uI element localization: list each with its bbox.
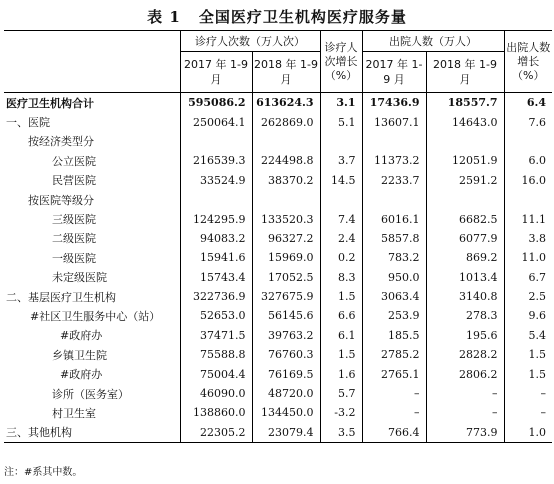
inpatients-growth-cell: 6.0 (504, 151, 552, 170)
visits-2017-cell: 52653.0 (180, 306, 252, 325)
row-label: 三、其他机构 (4, 423, 180, 443)
inpatients-2018-cell: 12051.9 (426, 151, 504, 170)
row-label: 医疗卫生机构合计 (6, 96, 94, 110)
inpatients-growth-cell: – (504, 403, 552, 422)
inpatients-2018-cell (426, 132, 504, 151)
visits-2018-cell: 327675.9 (252, 287, 320, 306)
table-row (4, 171, 552, 190)
inpatients-group-header: 出院人数（万人） (362, 31, 504, 52)
inpatients-2017-cell: 783.2 (362, 248, 426, 267)
inpatients-2017-cell: 766.4 (362, 423, 426, 443)
inpatients-2017-cell (362, 190, 426, 209)
row-label: 乡镇卫生院 (52, 348, 107, 362)
table-title-text: 全国医疗卫生机构医疗服务量 (198, 8, 407, 26)
visits-growth-cell: 8.3 (320, 268, 362, 287)
row-label: 二级医院 (52, 232, 96, 246)
inpatients-2018-cell: – (426, 403, 504, 422)
visits-growth-cell: 3.1 (320, 93, 362, 113)
visits-2017-cell: 94083.2 (180, 229, 252, 248)
row-label: 一级医院 (52, 251, 96, 265)
visits-group-header: 诊疗人次数（万人次） (180, 31, 320, 52)
visits-2017-cell: 37471.5 (180, 326, 252, 345)
row-label: 三级医院 (52, 213, 96, 227)
visits-2018-cell (252, 190, 320, 209)
row-label: 一、医院 (6, 116, 50, 130)
visits-2017-cell: 33524.9 (180, 171, 252, 190)
row-label: 按经济类型分 (28, 135, 94, 149)
inpatients-2017-cell: 5857.8 (362, 229, 426, 248)
visits-growth-cell: 3.7 (320, 151, 362, 170)
row-header-cell (4, 31, 180, 93)
row-label: #社区卫生服务中心（站） (30, 309, 161, 323)
inpatients-growth-cell: 11.1 (504, 209, 552, 228)
inpatients-2017-cell: 185.5 (362, 326, 426, 345)
visits-2018-cell: 23079.4 (252, 423, 320, 443)
visits-2018-cell: 76760.3 (252, 345, 320, 364)
table-row (4, 112, 552, 131)
visits-growth-cell: 3.5 (320, 423, 362, 443)
inpatients-2017-cell: 253.9 (362, 306, 426, 325)
visits-growth-cell: 1.6 (320, 364, 362, 383)
row-label: 公立医院 (52, 154, 96, 168)
visits-2017-cell: 46090.0 (180, 384, 252, 403)
visits-2017-cell: 216539.3 (180, 151, 252, 170)
visits-growth-cell: 1.5 (320, 287, 362, 306)
inpatients-growth-cell: – (504, 384, 552, 403)
inpatients-2017-cell: – (362, 403, 426, 422)
inpatients-growth-cell: 1.5 (504, 345, 552, 364)
inpatients-growth-cell: 3.8 (504, 229, 552, 248)
table-row (4, 132, 552, 151)
inpatients-2018-cell: 6682.5 (426, 209, 504, 228)
table-row (4, 209, 552, 228)
row-label: #政府办 (60, 329, 103, 343)
inpatients-2018-cell (426, 190, 504, 209)
visits-growth-cell: 14.5 (320, 171, 362, 190)
inpatients-2018-cell: 18557.7 (426, 93, 504, 113)
inpatients-2017-cell: – (362, 384, 426, 403)
table-row (4, 306, 552, 325)
visits-2018-cell: 76169.5 (252, 364, 320, 383)
table-row (4, 151, 552, 170)
inpatients-growth-cell: 7.6 (504, 112, 552, 131)
inpatients-2017-cell: 3063.4 (362, 287, 426, 306)
inpatients-2017-cell: 6016.1 (362, 209, 426, 228)
visits-2017-cell: 22305.2 (180, 423, 252, 443)
inpatients-2017-cell: 2765.1 (362, 364, 426, 383)
medical-service-table (4, 30, 552, 443)
table-row (4, 248, 552, 267)
table-title (0, 6, 554, 27)
visits-2017-cell (180, 132, 252, 151)
inpatients-growth-cell: 9.6 (504, 306, 552, 325)
row-label: 二、基层医疗卫生机构 (6, 290, 116, 304)
table-row (4, 384, 552, 403)
row-label: 诊所（医务室） (52, 387, 129, 401)
visits-2017-cell: 75004.4 (180, 364, 252, 383)
inpatients-2017-cell: 950.0 (362, 268, 426, 287)
visits-2018-cell: 48720.0 (252, 384, 320, 403)
visits-growth-cell: 6.1 (320, 326, 362, 345)
row-label: 按医院等级分 (28, 193, 94, 207)
visits-2017-cell (180, 190, 252, 209)
visits-growth-cell: -3.2 (320, 403, 362, 422)
inpatients-2018-cell: 278.3 (426, 306, 504, 325)
inpatients-2018-cell: 6077.9 (426, 229, 504, 248)
visits-growth-cell: 7.4 (320, 209, 362, 228)
visits-growth-header: 诊疗人次增长（%） (320, 31, 362, 93)
table-number: 表 1 (147, 8, 181, 26)
inpatients-2017-cell: 2233.7 (362, 171, 426, 190)
visits-2017-cell: 250064.1 (180, 112, 252, 131)
visits-2018-cell: 134450.0 (252, 403, 320, 422)
visits-2018-cell: 15969.0 (252, 248, 320, 267)
visits-2018-cell: 96327.2 (252, 229, 320, 248)
inpatients-2018-cell: 2806.2 (426, 364, 504, 383)
inpatients-2017-cell: 11373.2 (362, 151, 426, 170)
inpatients-growth-cell: 6.4 (504, 93, 552, 113)
visits-2017-cell: 138860.0 (180, 403, 252, 422)
visits-2018-cell: 39763.2 (252, 326, 320, 345)
inpatients-2017-header: 2017 年 1-9 月 (362, 52, 426, 93)
visits-2017-cell: 322736.9 (180, 287, 252, 306)
table-row (4, 403, 552, 422)
inpatients-growth-cell: 5.4 (504, 326, 552, 345)
visits-growth-cell: 1.5 (320, 345, 362, 364)
table-row (4, 190, 552, 209)
visits-growth-cell: 2.4 (320, 229, 362, 248)
inpatients-2017-cell: 13607.1 (362, 112, 426, 131)
visits-2017-cell: 75588.8 (180, 345, 252, 364)
inpatients-2018-cell: 869.2 (426, 248, 504, 267)
inpatients-2018-cell: 773.9 (426, 423, 504, 443)
inpatients-growth-cell (504, 132, 552, 151)
inpatients-2018-cell: 2828.2 (426, 345, 504, 364)
inpatients-growth-cell: 2.5 (504, 287, 552, 306)
table-row (4, 268, 552, 287)
table-footnote: 注：#系其中数。 (4, 467, 83, 478)
inpatients-2017-cell (362, 132, 426, 151)
table-row (4, 229, 552, 248)
row-label: #政府办 (60, 368, 103, 382)
visits-2018-header: 2018 年 1-9 月 (252, 52, 320, 93)
visits-2017-cell: 595086.2 (180, 93, 252, 113)
visits-2017-header: 2017 年 1-9 月 (180, 52, 252, 93)
inpatients-growth-cell: 1.5 (504, 364, 552, 383)
inpatients-growth-cell (504, 190, 552, 209)
inpatients-2018-cell: 2591.2 (426, 171, 504, 190)
visits-growth-cell: 0.2 (320, 248, 362, 267)
visits-2018-cell (252, 132, 320, 151)
inpatients-growth-cell: 11.0 (504, 248, 552, 267)
table-row (4, 423, 552, 443)
inpatients-2018-cell: – (426, 384, 504, 403)
inpatients-2018-header: 2018 年 1-9 月 (426, 52, 504, 93)
visits-growth-cell (320, 132, 362, 151)
inpatients-2017-cell: 2785.2 (362, 345, 426, 364)
visits-2018-cell: 613624.3 (252, 93, 320, 113)
visits-2018-cell: 56145.6 (252, 306, 320, 325)
visits-growth-cell: 5.1 (320, 112, 362, 131)
visits-2018-cell: 38370.2 (252, 171, 320, 190)
visits-growth-cell: 5.7 (320, 384, 362, 403)
visits-2017-cell: 15743.4 (180, 268, 252, 287)
inpatients-2018-cell: 14643.0 (426, 112, 504, 131)
visits-2017-cell: 124295.9 (180, 209, 252, 228)
table-row (4, 287, 552, 306)
inpatients-2018-cell: 1013.4 (426, 268, 504, 287)
visits-2018-cell: 17052.5 (252, 268, 320, 287)
visits-2017-cell: 15941.6 (180, 248, 252, 267)
visits-2018-cell: 262869.0 (252, 112, 320, 131)
table-row (4, 345, 552, 364)
inpatients-growth-cell: 16.0 (504, 171, 552, 190)
table-row (4, 93, 552, 113)
inpatients-growth-header: 出院人数增长（%） (504, 31, 552, 93)
table-row (4, 364, 552, 383)
inpatients-growth-cell: 6.7 (504, 268, 552, 287)
inpatients-2017-cell: 17436.9 (362, 93, 426, 113)
visits-growth-cell: 6.6 (320, 306, 362, 325)
visits-2018-cell: 224498.8 (252, 151, 320, 170)
row-label: 未定级医院 (52, 271, 107, 285)
table-row (4, 326, 552, 345)
row-label: 村卫生室 (52, 406, 96, 420)
inpatients-growth-cell: 1.0 (504, 423, 552, 443)
visits-2018-cell: 133520.3 (252, 209, 320, 228)
inpatients-2018-cell: 3140.8 (426, 287, 504, 306)
inpatients-2018-cell: 195.6 (426, 326, 504, 345)
visits-growth-cell (320, 190, 362, 209)
row-label: 民营医院 (52, 174, 96, 188)
